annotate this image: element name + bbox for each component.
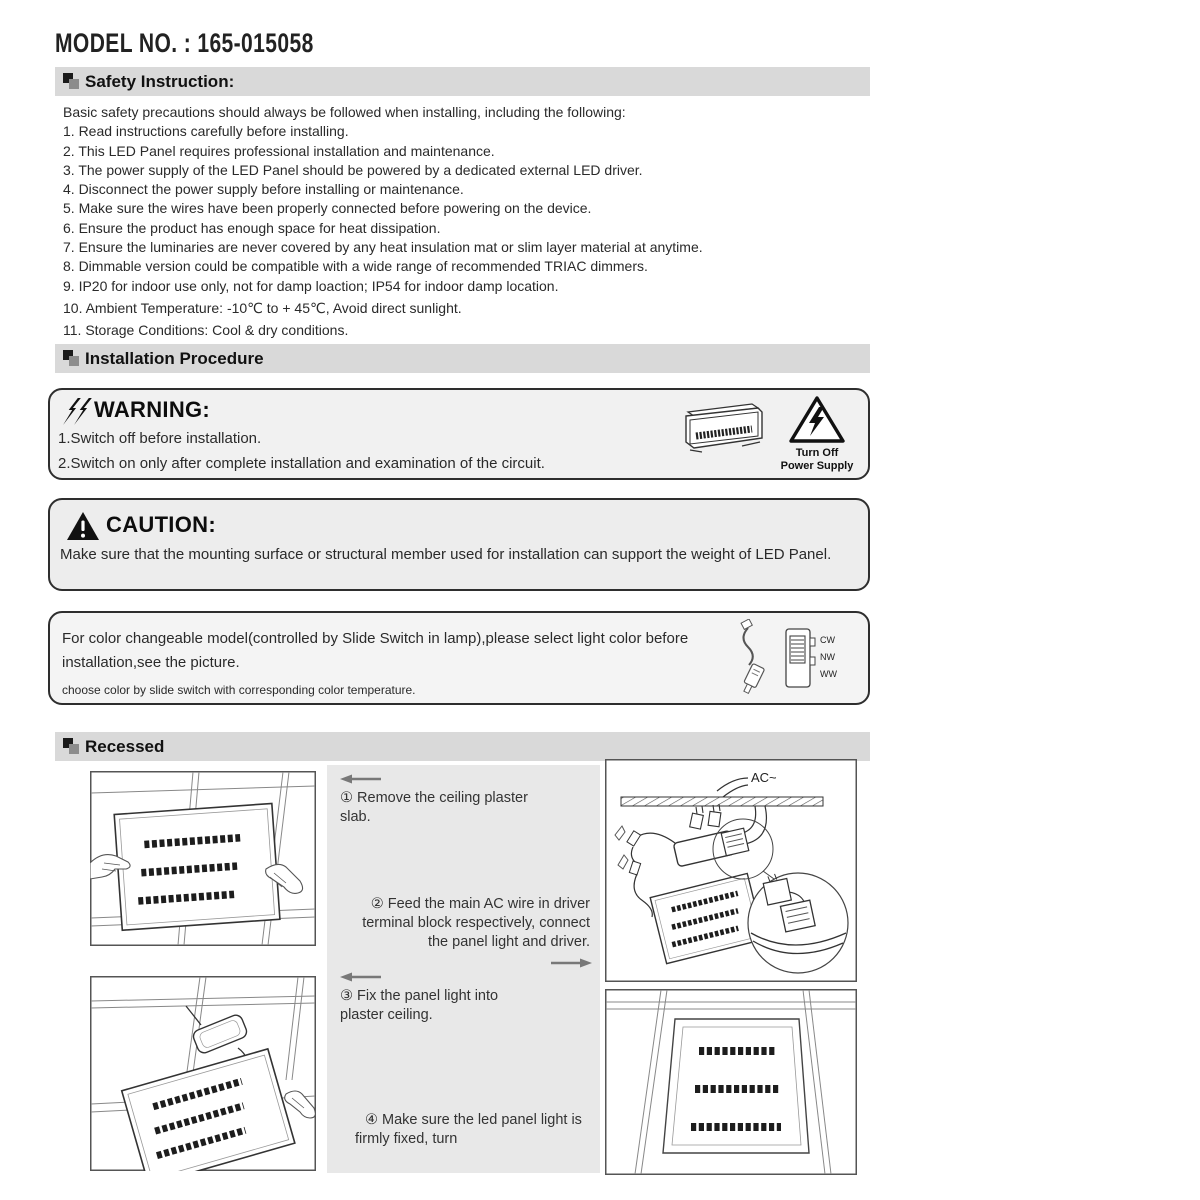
safety-item: 2. This LED Panel requires professional installation and maintenance. — [63, 142, 495, 159]
recessed-steps-panel — [327, 765, 600, 1173]
color-select-text: For color changeable model(controlled by Slide Switch in lamp),please select light color before installation,see the picture. — [62, 630, 689, 671]
left-arrow-icon — [340, 971, 382, 983]
safety-item: 10. Ambient Temperature: -10℃ to + 45℃, Avoid direct sunlight. — [63, 299, 462, 316]
ac-label: AC~ — [751, 770, 777, 785]
lightning-bolt-icon — [62, 397, 92, 427]
turn-off-power-supply-label: Turn Off Power Supply — [780, 447, 854, 472]
warning-title: WARNING: — [94, 397, 211, 422]
caution-triangle-icon — [66, 511, 100, 541]
electric-hazard-triangle-icon — [789, 395, 845, 445]
recessed-step-1: ① Remove the ceiling plaster slab. — [340, 790, 528, 825]
safety-item: 7. Ensure the luminaries are never covered by any heat insulation mat or slim layer material at anytime. — [63, 239, 703, 256]
safety-item: 1. Read instructions carefully before installing. — [63, 123, 349, 140]
layers-icon — [63, 73, 80, 90]
safety-item: 3. The power supply of the LED Panel should be powered by a dedicated external LED driver. — [63, 161, 643, 178]
safety-instructions-list — [63, 103, 863, 341]
section-title-safety: Safety Instruction: — [85, 71, 235, 91]
recessed-step3-illustration — [90, 976, 316, 1171]
right-arrow-icon — [550, 957, 592, 969]
section-title-recessed: Recessed — [85, 736, 165, 756]
caution-title: CAUTION: — [106, 512, 216, 537]
slide-switch-illustration — [728, 619, 848, 701]
safety-item: 5. Make sure the wires have been properly connected before powering on the device. — [63, 200, 592, 217]
section-title-installation: Installation Procedure — [85, 348, 264, 368]
recessed-wiring-illustration — [605, 759, 857, 982]
left-arrow-icon — [340, 773, 382, 785]
section-bar-recessed — [55, 732, 870, 761]
layers-icon — [63, 350, 80, 367]
switch-label-ww: WW — [820, 669, 837, 679]
safety-item: 9. IP20 for indoor use only, not for damp loaction; IP54 for indoor damp location. — [63, 277, 559, 294]
recessed-step-4: ④ Make sure the led panel light is firmly fixed, turn — [355, 1112, 582, 1147]
layers-icon — [63, 738, 80, 755]
section-bar-safety — [55, 67, 870, 96]
safety-item: 6. Ensure the product has enough space for heat dissipation. — [63, 219, 441, 236]
safety-item: 11. Storage Conditions: Cool & dry conditions. — [63, 322, 349, 339]
switch-label-nw: NW — [820, 652, 835, 662]
color-select-box — [48, 611, 870, 705]
safety-item: 4. Disconnect the power supply before installing or maintenance. — [63, 181, 464, 198]
page-title: MODEL NO. : 165-015058 — [55, 28, 314, 58]
recessed-installed-illustration — [605, 989, 857, 1175]
caution-box — [48, 498, 870, 591]
breaker-box-illustration — [674, 398, 766, 464]
recessed-step-2: ② Feed the main AC wire in driver terminal block respectively, connect the panel light and driver. — [362, 896, 590, 950]
safety-item: 8. Dimmable version could be compatible with a wide range of recommended TRIAC dimmers. — [63, 258, 648, 275]
safety-intro: Basic safety precautions should always be followed when installing, including the following: — [63, 104, 626, 120]
recessed-step-3: ③ Fix the panel light into plaster ceiling. — [340, 988, 499, 1023]
recessed-step1-illustration — [90, 771, 316, 946]
section-bar-installation — [55, 344, 870, 373]
warning-line-1: 1.Switch off before installation. — [58, 430, 262, 447]
caution-text: Make sure that the mounting surface or structural member used for installation can support the weight of LED Panel. — [60, 546, 832, 563]
color-select-note: choose color by slide switch with corresponding color temperature. — [62, 683, 416, 697]
switch-label-cw: CW — [820, 635, 835, 645]
warning-box — [48, 388, 870, 480]
warning-line-2: 2.Switch on only after complete installation and examination of the circuit. — [58, 455, 545, 472]
